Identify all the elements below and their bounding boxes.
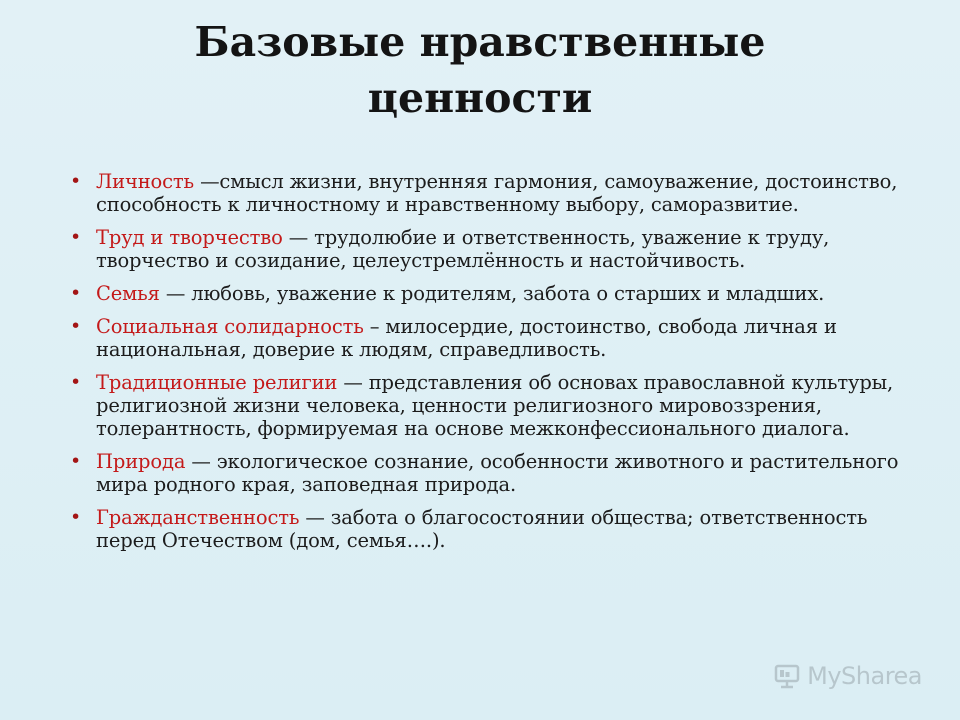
bullet-icon: • [70,226,82,248]
item-text: — любовь, уважение к родителям, забота о старших и младших. [159,282,825,305]
bullet-icon: • [70,450,82,472]
item-text: — представления об основах православной культуры, религиозной жизни человека, ценности религиозного мировоззрения, толерантность, формируемая на основе межконфессионального диалога. [96,371,894,440]
item-text: — забота о благосостоянии общества; ответственность перед Отечеством (дом, семья….). [96,506,868,552]
watermark-text: MySharea [807,662,922,690]
list-item [70,450,910,496]
list-item [70,282,910,305]
item-term: Гражданственность [96,506,300,529]
item-term: Личность [96,170,195,193]
slide-title-line-2: ценности [367,74,593,122]
item-text: – милосердие, достоинство, свобода личная и национальная, доверие к людям, справедливость. [96,315,837,361]
bullet-icon: • [70,315,82,337]
slide-title [80,14,880,126]
watermark [773,662,922,690]
item-term: Природа [96,450,186,473]
list-item [70,226,910,272]
bullet-icon: • [70,282,82,304]
list-item [70,371,910,440]
bullet-icon: • [70,506,82,528]
item-text: —смысл жизни, внутренняя гармония, самоуважение, достоинство, способность к личностному и нравственному выбору, саморазвитие. [96,170,898,216]
item-term: Традиционные религии [96,371,338,394]
presentation-board-icon [773,662,801,690]
item-text: — экологическое сознание, особенности животного и растительного мира родного края, заповедная природа. [96,450,899,496]
bullet-icon: • [70,170,82,192]
list-item [70,506,910,552]
item-term: Труд и творчество [96,226,283,249]
item-term: Социальная солидарность [96,315,364,338]
item-term: Семья [96,282,160,305]
list-item [70,170,910,216]
bullet-icon: • [70,371,82,393]
slide-title-line-1: Базовые нравственные [194,18,766,66]
values-list [70,170,910,562]
list-item [70,315,910,361]
item-text: — трудолюбие и ответственность, уважение к труду, творчество и созидание, целеустремлённость и настойчивость. [96,226,830,272]
